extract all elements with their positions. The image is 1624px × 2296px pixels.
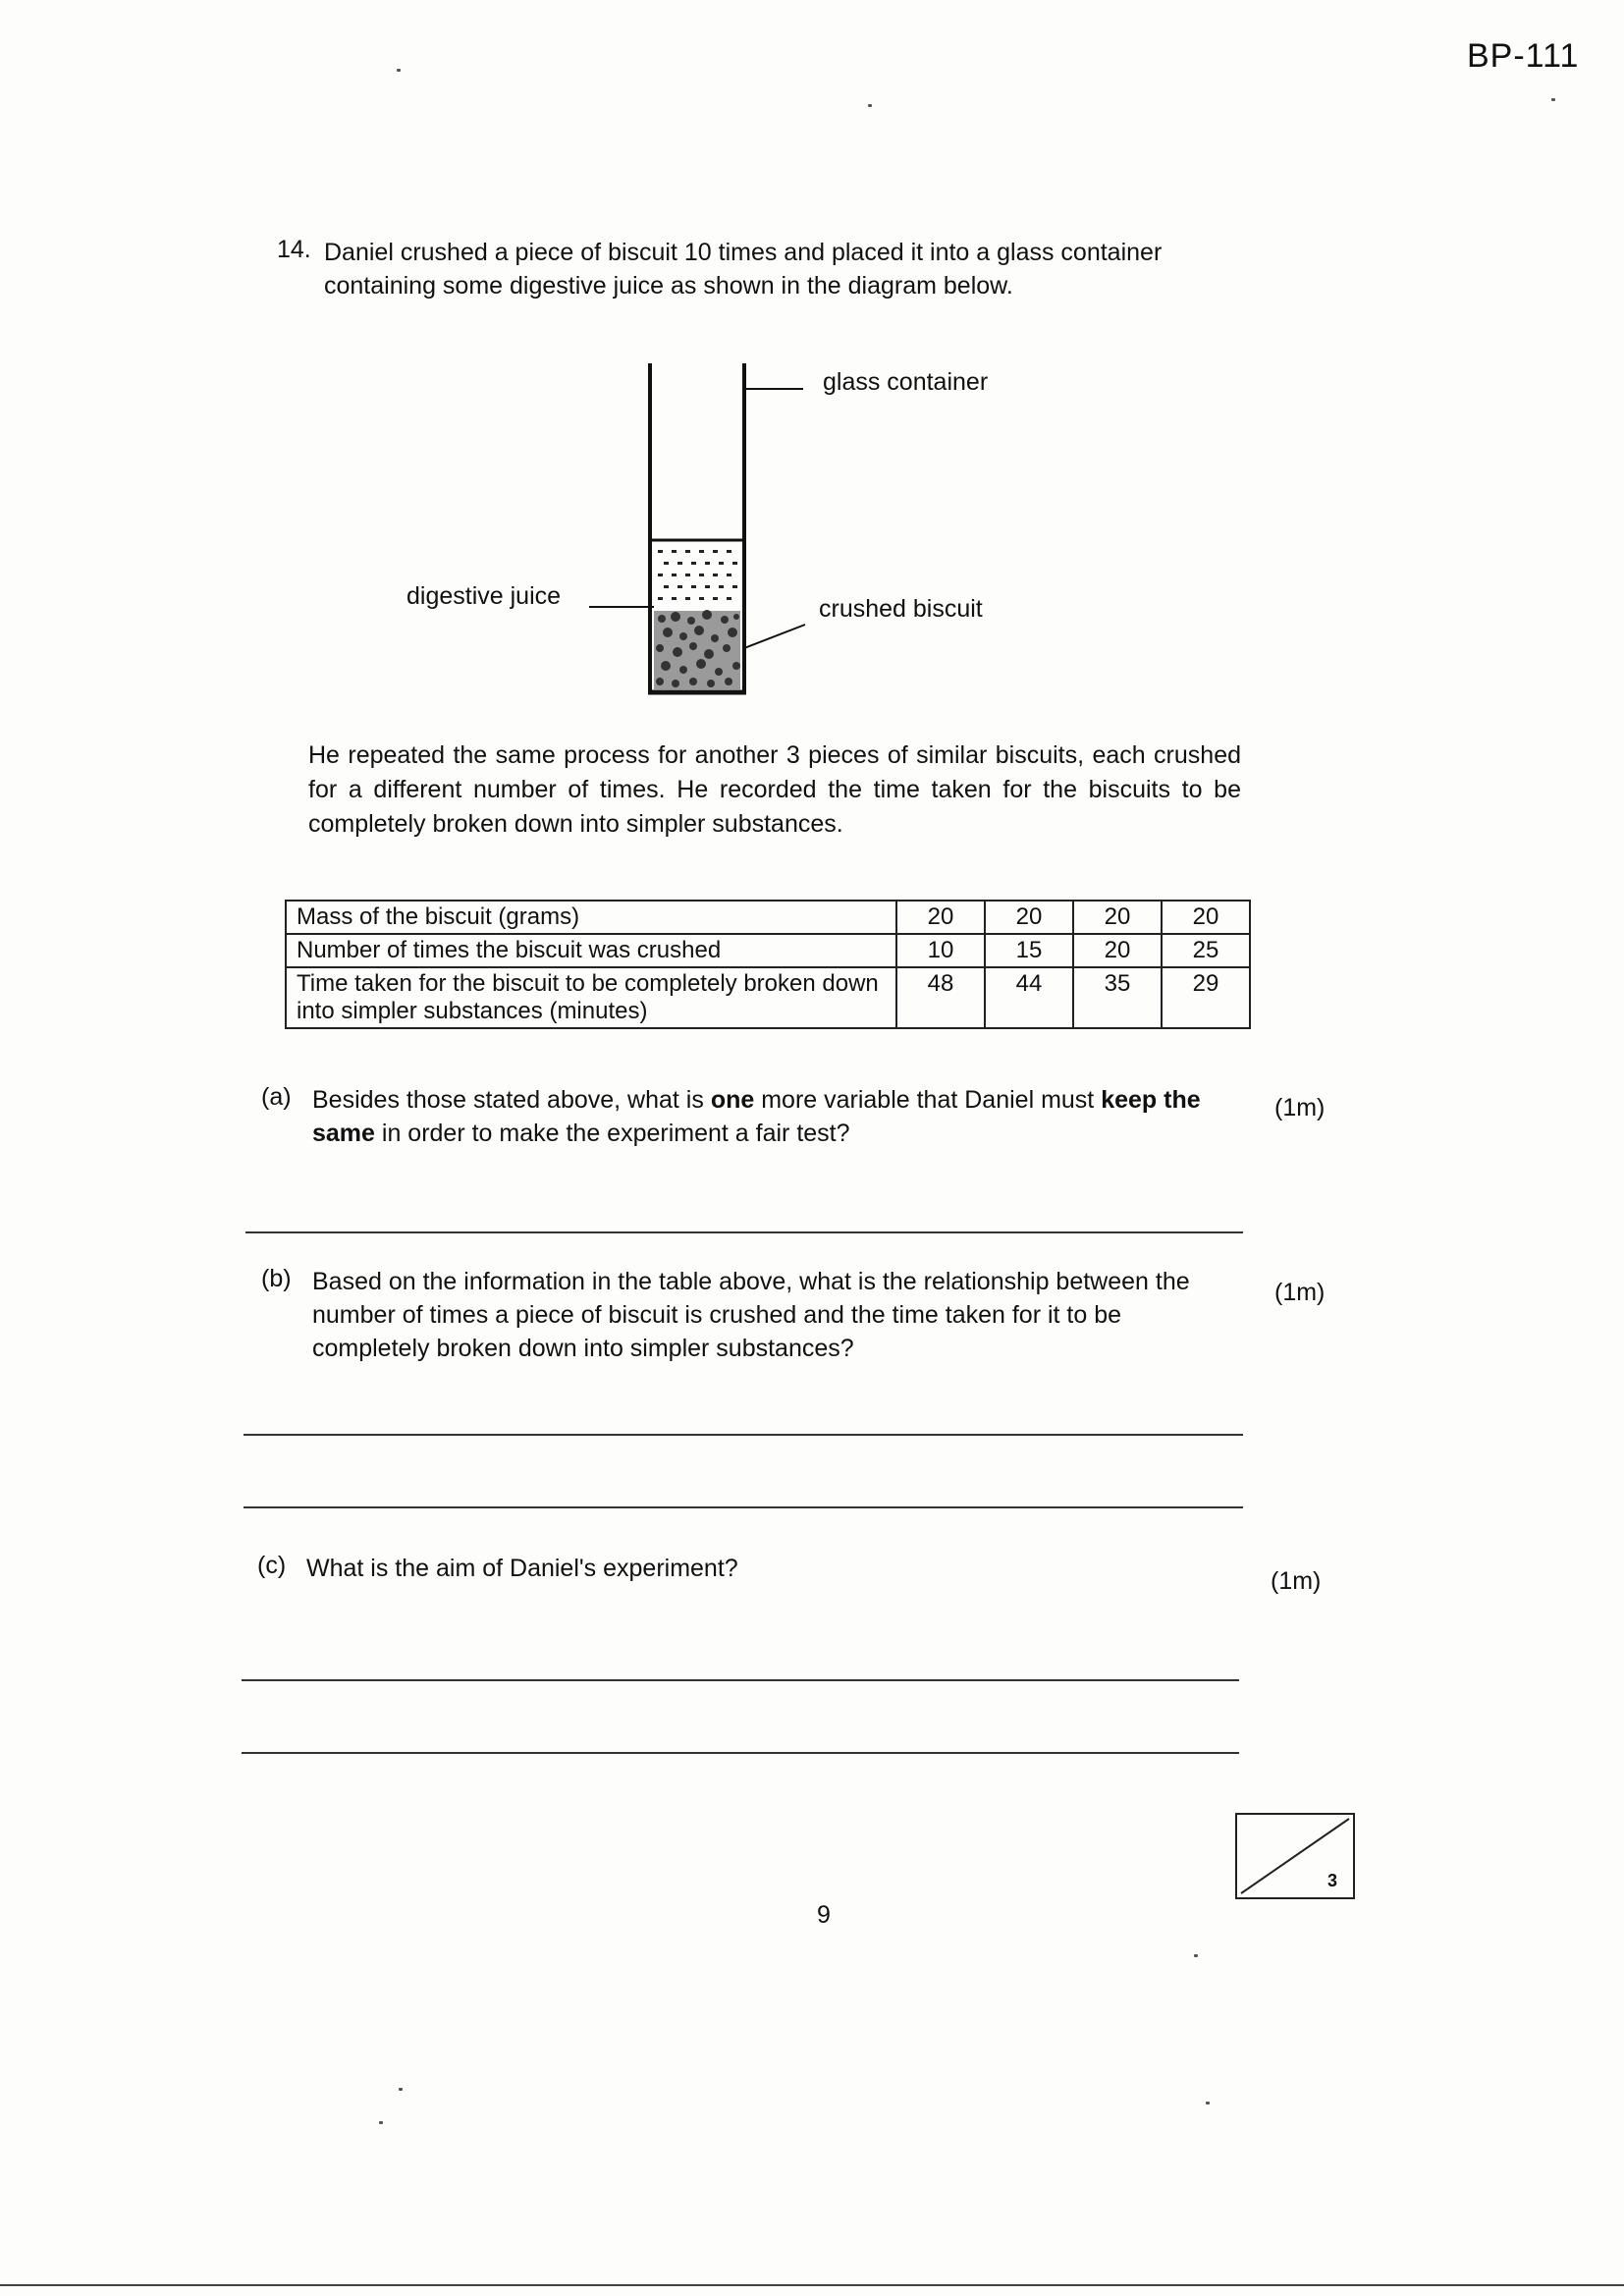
footer-rule [0, 2284, 1624, 2286]
table-row [286, 934, 1250, 967]
row-label: Mass of the biscuit (grams) [286, 901, 896, 934]
experiment-description: He repeated the same process for another 3 pieces of similar biscuits, each crushed for a different number of times. He recorded the time taken for the biscuits to be completely broken down into simpler substances. [308, 741, 1241, 838]
table-cell: 20 [985, 901, 1073, 934]
part-b-marks: (1m) [1274, 1279, 1326, 1306]
table-cell: 48 [896, 967, 985, 1028]
row-label: Time taken for the biscuit to be completely broken down into simpler substances (minutes) [286, 967, 896, 1028]
score-max: 3 [1326, 1871, 1337, 1890]
part-b-question: Based on the information in the table above, what is the relationship between the number of times a piece of biscuit is crushed and the time taken for it to be completely broken down into simpler substances? [312, 1268, 1190, 1362]
part-a-bold-2: keep the same [312, 1086, 1201, 1147]
table-cell: 25 [1162, 934, 1250, 967]
part-a-marks: (1m) [1274, 1094, 1326, 1121]
scan-speck [379, 2121, 383, 2124]
scan-speck [1551, 98, 1555, 101]
glass-container-diagram [589, 354, 1051, 697]
row-label: Number of times the biscuit was crushed [286, 934, 896, 967]
glass-container-label: glass container [823, 368, 989, 396]
answer-line-a[interactable] [245, 1231, 1243, 1233]
scan-speck [1206, 2102, 1210, 2105]
answer-line-c1[interactable] [242, 1679, 1239, 1681]
answer-line-c2[interactable] [242, 1752, 1239, 1754]
table-cell: 29 [1162, 967, 1250, 1028]
question-number: 14. [277, 236, 311, 263]
scan-speck [868, 104, 872, 107]
scan-speck [1194, 1954, 1198, 1957]
part-c-question: What is the aim of Daniel's experiment? [306, 1555, 738, 1582]
part-a-letter: (a) [261, 1083, 292, 1111]
answer-line-b1[interactable] [244, 1434, 1243, 1436]
table-cell: 20 [896, 901, 985, 934]
part-a-bold-1: one [710, 1086, 755, 1114]
digestive-juice-label: digestive juice [406, 582, 562, 610]
scan-speck [397, 69, 401, 72]
part-a-question [312, 1083, 1225, 1150]
page-number: 9 [817, 1901, 831, 1929]
table-cell: 20 [1073, 901, 1162, 934]
table-row [286, 901, 1250, 934]
scan-speck [399, 2088, 403, 2091]
part-c-letter: (c) [257, 1552, 287, 1579]
part-a-text-2: more variable that Daniel must [754, 1086, 1102, 1114]
table-row [286, 967, 1250, 1028]
part-a-text-1: Besides those stated above, what is [312, 1086, 711, 1114]
part-a-text-3: in order to make the experiment a fair test? [374, 1120, 850, 1147]
table-cell: 15 [985, 934, 1073, 967]
part-b-letter: (b) [261, 1265, 292, 1292]
table-cell: 10 [896, 934, 985, 967]
results-table [285, 900, 1251, 1029]
table-cell: 35 [1073, 967, 1162, 1028]
part-c-marks: (1m) [1271, 1567, 1322, 1595]
score-box [1235, 1813, 1355, 1899]
table-cell: 20 [1073, 934, 1162, 967]
table-cell: 44 [985, 967, 1073, 1028]
question-intro: Daniel crushed a piece of biscuit 10 times and placed it into a glass container containing some digestive juice as shown in the diagram below. [324, 239, 1163, 300]
table-cell: 20 [1162, 901, 1250, 934]
page-code: BP-111 [1467, 37, 1580, 75]
crushed-biscuit-label: crushed biscuit [819, 595, 983, 623]
answer-line-b2[interactable] [244, 1506, 1243, 1508]
